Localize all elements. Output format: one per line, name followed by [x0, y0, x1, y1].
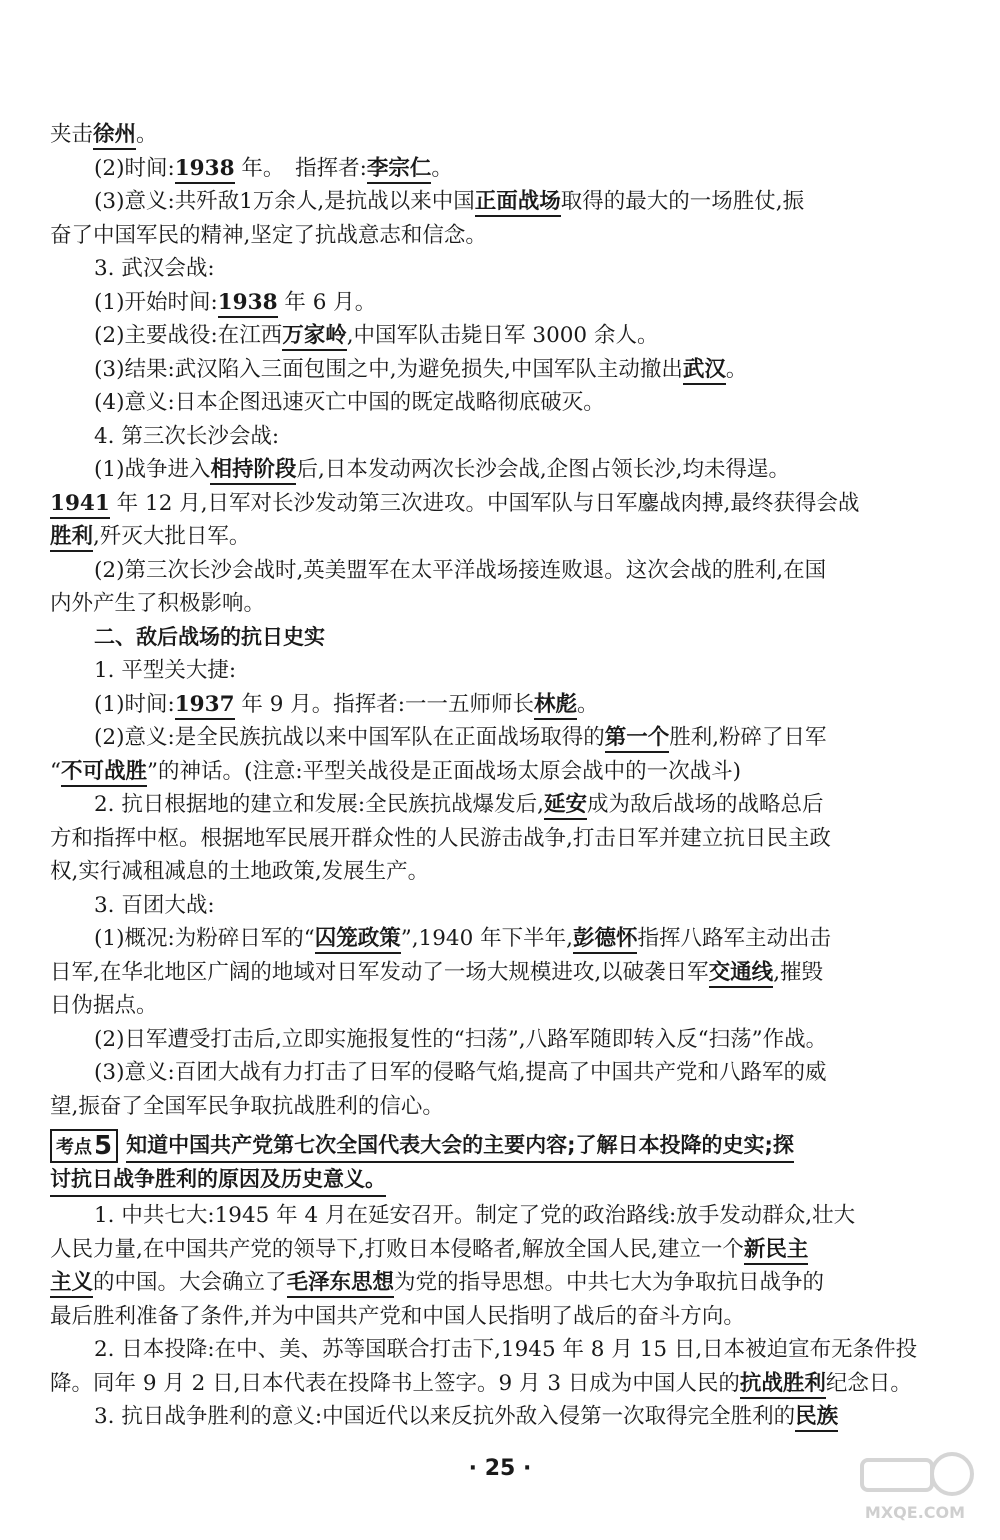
text-segment: 。 [725, 356, 748, 382]
text-line [50, 989, 950, 1023]
text-segment: 人民力量,在中国共产党的领导下,打败日本侵略者,解放全国人民,建立一个 [50, 1236, 744, 1262]
text-segment: 取得的最大的一场胜仗,振 [560, 189, 805, 214]
underlined-keyword: 武汉 [683, 357, 726, 385]
text-line [50, 219, 950, 253]
text-line [50, 1400, 950, 1434]
text-line [50, 453, 950, 487]
underlined-keyword: 第一个 [605, 725, 670, 753]
text-segment: 夹击 [50, 122, 94, 147]
text-segment: ,中国军队击毙日军 3000 余人。 [346, 323, 659, 348]
underlined-keyword: 新民主 [744, 1237, 809, 1265]
text-segment: 二、敌后战场的抗日史实 [94, 624, 325, 649]
text-line [50, 185, 950, 219]
underlined-keyword: 徐州 [93, 122, 136, 150]
text-segment: 。 [136, 122, 158, 147]
text-segment: ”的神话。(注意:平型关战役是正面战场太原会战中的一次战斗) [147, 758, 742, 784]
text-segment: 3. 武汉会战: [94, 256, 215, 281]
underlined-keyword: 1938 [218, 290, 278, 318]
text-segment: (1)时间: [94, 691, 175, 717]
underlined-keyword: 交通线 [709, 960, 774, 988]
text-line [50, 152, 950, 186]
underlined-keyword: 正面战场 [475, 189, 561, 217]
text-segment: 最后胜利准备了条件,并为中国共产党和中国人民指明了战后的奋斗方向。 [50, 1303, 745, 1329]
text-segment: (1)战争进入 [94, 457, 211, 482]
document-body [50, 118, 950, 1434]
watermark-logo [856, 1446, 974, 1522]
text-segment: 胜利,粉碎了日军 [669, 725, 827, 750]
text-segment: 日伪据点。 [50, 993, 158, 1018]
underlined-keyword: 林彪 [534, 692, 577, 720]
text-segment: 年 6 月。 [277, 289, 377, 315]
section-heading [50, 621, 950, 655]
text-segment: ,摧毁 [773, 959, 824, 985]
underlined-keyword: 毛泽东思想 [287, 1270, 395, 1298]
text-line [50, 922, 950, 956]
text-line [50, 956, 950, 990]
underlined-keyword: 万家岭 [282, 323, 347, 351]
text-segment: (2)日军遭受打击后,立即实施报复性的“扫荡”,八路军随即转入反“扫荡”作战。 [94, 1026, 828, 1052]
underlined-keyword: 1941 [50, 491, 110, 519]
kaodian-badge [50, 1129, 118, 1163]
text-line [50, 1199, 950, 1233]
underlined-keyword: 相持阶段 [210, 457, 296, 485]
text-line [50, 587, 950, 621]
watermark-text: MXQE.COM [864, 1503, 966, 1522]
kaodian-badge-label: 考点 [56, 1137, 92, 1158]
text-line [50, 386, 950, 420]
text-segment: 3. 百团大战: [94, 892, 215, 918]
text-segment: (2)意义:是全民族抗战以来中国军队在正面战场取得的 [94, 725, 605, 750]
text-segment: 年 12 月,日军对长沙发动第三次进攻。中国军队与日军鏖战肉搏,最终获得会战 [109, 490, 860, 516]
text-segment: 。 [431, 155, 453, 181]
text-segment: (1)开始时间: [94, 289, 218, 315]
text-segment: 1. 平型关大捷: [94, 658, 237, 683]
text-line [50, 1300, 950, 1334]
underlined-keyword: 抗战胜利 [740, 1371, 826, 1399]
text-segment: 日军,在华北地区广阔的地域对日军发动了一场大规模进攻,以破袭日军 [50, 959, 709, 985]
text-line [50, 420, 950, 454]
text-segment: (3)结果:武汉陷入三面包围之中,为避免损失,中国军队主动撤出 [94, 356, 683, 382]
text-segment: 内外产生了积极影响。 [50, 591, 266, 616]
text-segment: (3)意义:共歼敌1万余人,是抗战以来中国 [94, 189, 475, 214]
text-segment: (4)意义:日本企图迅速灭亡中国的既定战略彻底破灭。 [94, 390, 605, 415]
text-line [50, 487, 950, 521]
underlined-keyword: 囚笼政策 [315, 926, 401, 954]
text-line [50, 1367, 950, 1401]
text-line [50, 520, 950, 554]
text-segment: 纪念日。 [825, 1370, 912, 1396]
text-segment: 的中国。大会确立了 [93, 1270, 287, 1295]
text-block-victory [50, 1199, 950, 1434]
underlined-keyword: 李宗仁 [367, 156, 432, 184]
text-segment: (1)概况:为粉碎日军的“ [94, 926, 315, 951]
underlined-keyword: 1937 [175, 692, 235, 720]
text-segment: 3. 抗日战争胜利的意义:中国近代以来反抗外敌入侵第一次取得完全胜利的 [94, 1404, 796, 1429]
text-segment: 方和指挥中枢。根据地军民展开群众性的人民游击战争,打击日军并建立抗日民主政 [50, 825, 831, 851]
text-segment: 指挥八路军主动出击 [637, 926, 831, 951]
underlined-keyword: 民族 [795, 1404, 838, 1432]
text-segment: 。 [577, 691, 599, 717]
text-segment: 为党的指导思想。中共七大为争取抗日战争的 [394, 1270, 825, 1295]
kaodian-title-line2: 讨抗日战争胜利的原因及历史意义。 [50, 1163, 386, 1197]
text-segment: (3)意义:百团大战有力打击了日军的侵略气焰,提高了中国共产党和八路军的威 [94, 1060, 827, 1085]
text-segment: 奋了中国军民的精神,坚定了抗战意志和信念。 [50, 222, 487, 248]
text-line [50, 319, 950, 353]
text-line [50, 654, 950, 688]
text-block-battles [50, 118, 950, 1123]
text-line [50, 252, 950, 286]
text-line [50, 822, 950, 856]
text-segment: 后,日本发动两次长沙会战,企图占领长沙,均未得逞。 [296, 457, 790, 482]
text-segment: (2)时间: [94, 155, 175, 181]
kaodian-title-line1: 知道中国共产党第七次全国代表大会的主要内容;了解日本投降的史实;探 [126, 1129, 794, 1163]
text-line [50, 1266, 950, 1300]
text-line [50, 755, 950, 789]
text-segment: “ [50, 758, 61, 784]
watermark-emblem-icon [856, 1446, 974, 1504]
text-line [50, 1023, 950, 1057]
kaodian-badge-number: 5 [94, 1131, 113, 1161]
text-segment: (2)第三次长沙会战时,英美盟军在太平洋战场接连败退。这次会战的胜利,在国 [94, 557, 827, 583]
kaodian-header [50, 1129, 950, 1163]
text-line [50, 1090, 950, 1124]
underlined-keyword: 彭德怀 [573, 926, 638, 954]
underlined-keyword: 不可战胜 [61, 759, 147, 787]
text-line [50, 554, 950, 588]
underlined-keyword: 1938 [175, 156, 235, 184]
text-line [50, 1333, 950, 1367]
text-segment: 望,振奋了全国军民争取抗战胜利的信心。 [50, 1093, 444, 1119]
text-segment: 年 9 月。指挥者:一一五师师长 [234, 691, 534, 717]
text-segment: 1. 中共七大:1945 年 4 月在延安召开。制定了党的政治路线:放手发动群众,壮大 [94, 1203, 856, 1228]
underlined-keyword: 胜利 [50, 524, 93, 552]
text-segment: 年。 指挥者: [234, 155, 367, 181]
underlined-keyword: 延安 [544, 792, 587, 820]
text-line [50, 889, 950, 923]
text-segment: 2. 抗日根据地的建立和发展:全民族抗战爆发后, [94, 792, 544, 817]
text-segment: 成为敌后战场的战略总后 [586, 792, 824, 817]
text-line [50, 721, 950, 755]
text-line [50, 1233, 950, 1267]
page-number: · 25 · [468, 1456, 532, 1481]
text-line [50, 286, 950, 320]
text-line [50, 353, 950, 387]
text-segment: 权,实行减租减息的土地政策,发展生产。 [50, 859, 430, 884]
text-segment: (2)主要战役:在江西 [94, 323, 283, 348]
text-line [50, 788, 950, 822]
text-line [50, 855, 950, 889]
text-segment: 4. 第三次长沙会战: [94, 423, 280, 449]
text-line [50, 688, 950, 722]
text-line [50, 118, 950, 152]
underlined-keyword: 主义 [50, 1270, 93, 1298]
text-segment: 降。同年 9 月 2 日,日本代表在投降书上签字。9 月 3 日成为中国人民的 [50, 1370, 740, 1396]
text-segment: 2. 日本投降:在中、美、苏等国联合打击下,1945 年 8 月 15 日,日本被迫宣布无条件投 [94, 1337, 918, 1362]
text-segment: ,歼灭大批日军。 [93, 524, 251, 549]
text-segment: ”,1940 年下半年, [400, 926, 573, 951]
text-line [50, 1056, 950, 1090]
